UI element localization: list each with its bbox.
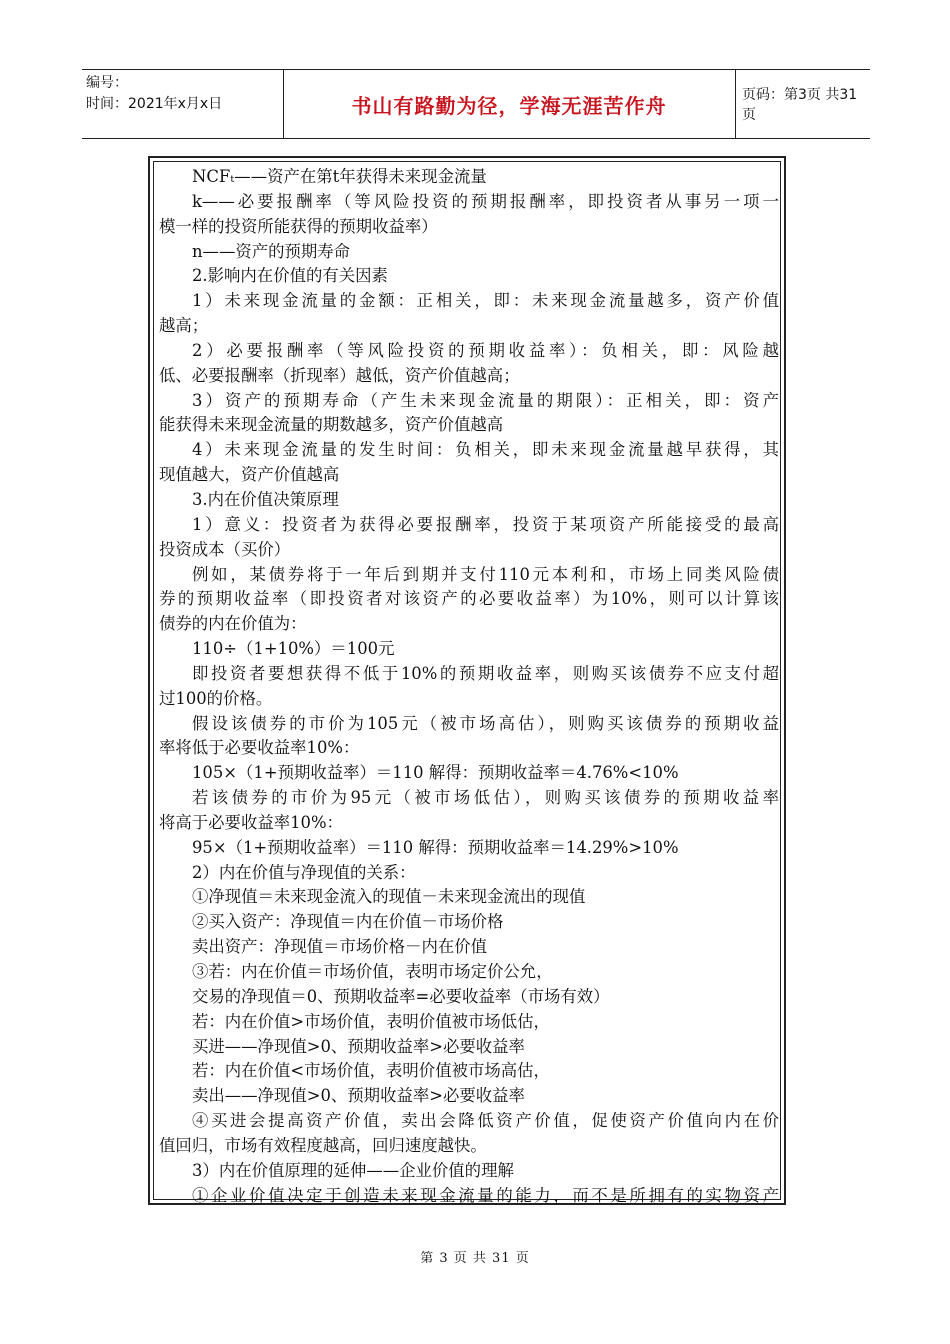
text-line: 债券的内在价值为： <box>159 614 307 634</box>
text-line: 买进——净现值>0、预期收益率>必要收益率 <box>192 1036 525 1056</box>
text-line: 2）内在价值与净现值的关系： <box>192 862 416 882</box>
text-line: 过100的价格。 <box>159 688 273 708</box>
text-line: 能获得未来现金流量的期数越多，资产价值越高 <box>159 415 504 435</box>
text-line: 2）必要报酬率（等风险投资的预期收益率）：负相关，即：风险越 <box>192 340 779 360</box>
header-left <box>86 73 282 115</box>
text-line: 低、必要报酬率（折现率）越低，资产价值越高； <box>159 365 520 385</box>
text-line: 95×（1+预期收益率）＝110 解得：预期收益率＝14.29%>10% <box>192 837 679 857</box>
header-motto: 书山有路勤为径，学海无涯苦作舟 <box>351 93 667 118</box>
text-line: 2.影响内在价值的有关因素 <box>192 266 388 286</box>
text-line: 1）未来现金流量的金额：正相关，即：未来现金流量越多，资产价值 <box>192 291 779 311</box>
text-line: 若：内在价值<市场价值，表明价值被市场高估， <box>192 1061 550 1081</box>
text-line: 3）资产的预期寿命（产生未来现金流量的期限）：正相关，即：资产 <box>192 390 779 410</box>
text-line: NCFₜ——资产在第t年获得未来现金流量 <box>192 167 487 186</box>
text-line: ②买入资产：净现值＝内在价值－市场价格 <box>192 912 504 932</box>
text-line: 模一样的投资所能获得的预期收益率） <box>159 216 438 236</box>
number-label: 编号： <box>86 75 128 91</box>
text-line: 卖出资产：净现值＝市场价格－内在价值 <box>192 937 488 957</box>
text-line: 3）内在价值原理的延伸——企业价值的理解 <box>192 1160 514 1180</box>
text-line: ④买进会提高资产价值，卖出会降低资产价值，促使资产价值向内在价 <box>192 1111 779 1131</box>
page-header <box>82 69 870 139</box>
text-line: 券的预期收益率（即投资者对该资产的必要收益率）为10%，则可以计算该 <box>159 589 779 609</box>
text-line: 越高； <box>159 316 209 336</box>
text-line: 即投资者要想获得不低于10%的预期收益率，则购买该债券不应支付超 <box>192 663 779 683</box>
text-line: 将高于必要收益率10%： <box>159 812 343 832</box>
header-divider <box>735 70 736 138</box>
text-line: k——必要报酬率（等风险投资的预期报酬率，即投资者从事另一项一 <box>192 191 779 211</box>
header-page-info: 页码：第3页 共31页 <box>742 87 858 123</box>
text-line: 若该债券的市价为95元（被市场低估），则购买该债券的预期收益率 <box>192 788 779 808</box>
text-line: ③若：内在价值＝市场价值，表明市场定价公允， <box>192 962 553 981</box>
text-line: 4）未来现金流量的发生时间：负相关，即未来现金流量越早获得，其 <box>192 440 779 460</box>
text-line: 假设该债券的市价为105元（被市场高估），则购买该债券的预期收益 <box>192 713 779 733</box>
page-footer: 第 3 页 共 31 页 <box>420 1251 530 1266</box>
text-line: 投资成本（买价） <box>159 539 291 559</box>
text-line: 交易的净现值＝0、预期收益率=必要收益率（市场有效） <box>192 986 610 1006</box>
text-line: 110÷（1+10%）＝100元 <box>192 639 395 659</box>
content-frame <box>148 156 786 1205</box>
time-label: 时间：2021年x月x日 <box>86 96 223 112</box>
text-line: 率将低于必要收益率10%： <box>159 738 360 758</box>
text-line: 1）意义：投资者为获得必要报酬率，投资于某项资产所能接受的最高 <box>192 514 779 534</box>
text-line: 值回归，市场有效程度越高，回归速度越快。 <box>159 1135 487 1155</box>
text-line: 3.内在价值决策原理 <box>192 489 339 509</box>
text-line: ①净现值＝未来现金流入的现值－未来现金流出的现值 <box>192 887 586 907</box>
text-line: 105×（1+预期收益率）＝110 解得：预期收益率＝4.76%<10% <box>192 763 679 783</box>
text-line: 卖出——净现值>0、预期收益率>必要收益率 <box>192 1086 525 1106</box>
text-line: 例如，某债券将于一年后到期并支付110元本利和，市场上同类风险债 <box>192 564 779 584</box>
content-body <box>159 165 779 1208</box>
text-line: n——资产的预期寿命 <box>192 241 351 261</box>
text-line: 若：内在价值>市场价值，表明价值被市场低估， <box>192 1011 550 1031</box>
text-line: ①企业价值决定于创造未来现金流量的能力，而不是所拥有的实物资产 <box>192 1185 779 1205</box>
text-line: 现值越大，资产价值越高 <box>159 465 340 485</box>
